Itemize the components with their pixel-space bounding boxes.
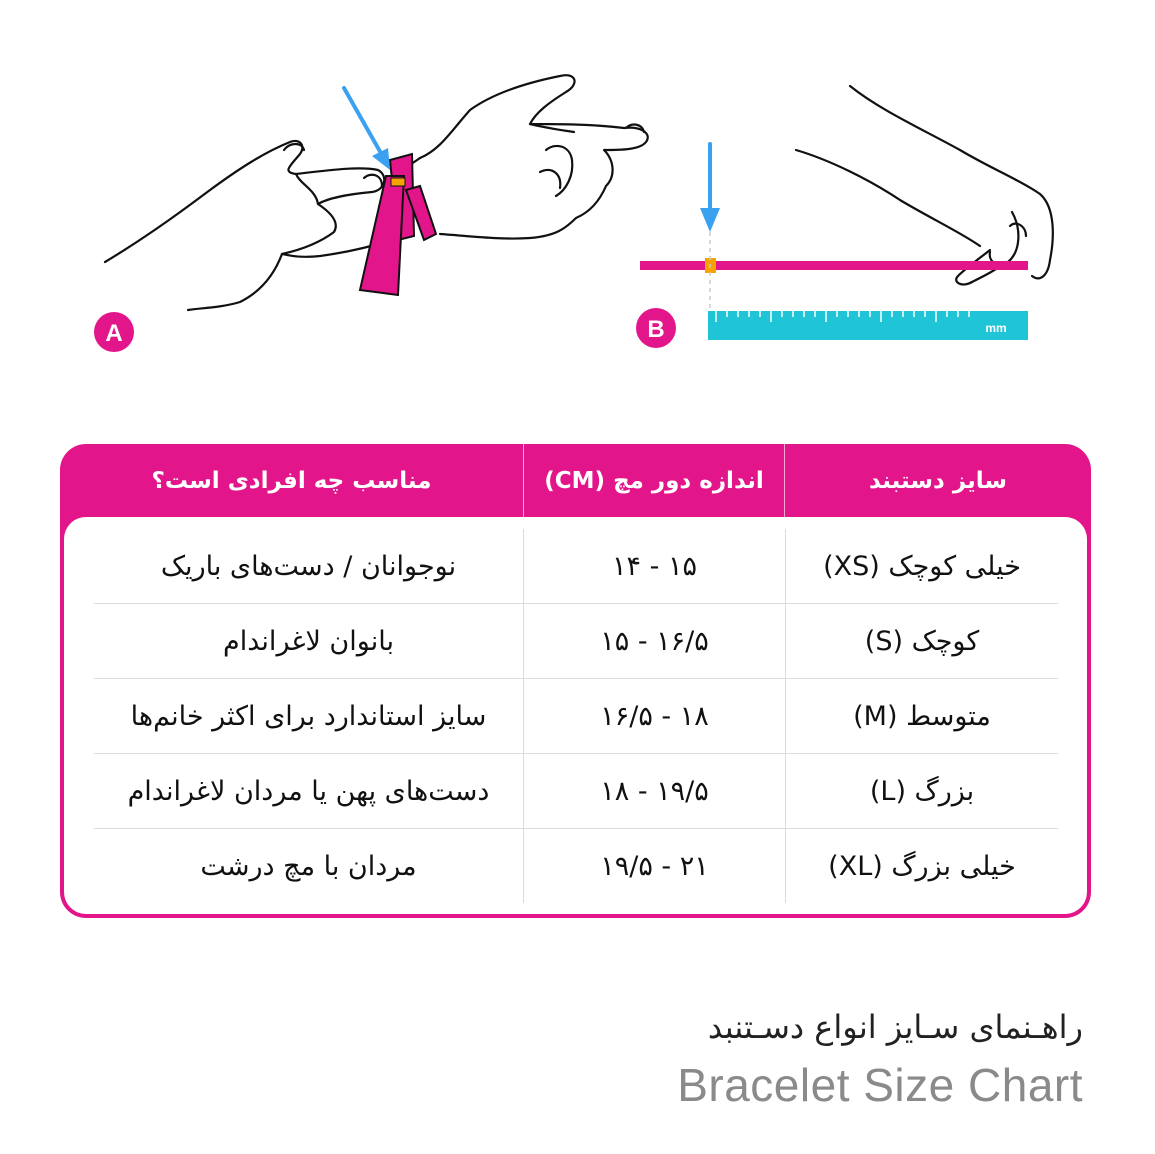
cell-size: متوسط (M) [853, 700, 991, 732]
table-row [94, 679, 1058, 754]
cell-suited: دست‌های پهن یا مردان لاغراندام [127, 775, 490, 807]
cell-wrist: ۲۱ - ۱۹/۵ [523, 829, 786, 903]
badge-b [636, 308, 676, 348]
cell-wrist: ۱۵ - ۱۴ [523, 529, 786, 603]
ruler-unit: mm [985, 321, 1007, 335]
cell-size: خیلی کوچک (XS) [823, 550, 1021, 582]
left-nail-2 [364, 175, 382, 186]
cell-suited: بانوان لاغراندام [223, 625, 394, 657]
left-hand-outline [105, 141, 384, 310]
header-wrist: اندازه دور مچ (CM) [523, 444, 785, 517]
footer-title-en: Bracelet Size Chart [677, 1059, 1083, 1111]
table-row [94, 829, 1058, 903]
measurement-illustration [0, 0, 1155, 420]
hand-b-lower [796, 150, 980, 246]
right-finger-2 [540, 170, 560, 188]
hand-b-finger-1 [990, 212, 1019, 264]
cell-size: کوچک (S) [864, 625, 980, 657]
cell-size: خیلی بزرگ (XL) [828, 850, 1016, 882]
table-row [94, 754, 1058, 829]
table-row [94, 529, 1058, 604]
table-row [94, 604, 1058, 679]
left-nail-1 [284, 144, 304, 150]
cell-size: بزرگ (L) [869, 775, 975, 807]
hand-b-outline [850, 86, 1053, 278]
left-hand-finger [296, 174, 318, 204]
footer-title-fa: راهـنمای سـایز انواع دسـتنبد [707, 1008, 1083, 1046]
arrow-a-icon [344, 88, 390, 170]
svg-text:A: A [105, 320, 123, 347]
cell-suited: مردان با مچ درشت [200, 850, 417, 882]
arrow-b-icon [700, 144, 720, 232]
table-header [60, 444, 1091, 517]
cell-suited: نوجوانان / دست‌های باریک [160, 550, 457, 582]
right-hand-outline [420, 75, 648, 238]
cell-wrist: ۱۶/۵ - ۱۵ [523, 604, 786, 678]
svg-text:B: B [647, 316, 665, 343]
header-size: سایز دستبند [868, 467, 1008, 494]
table-body [64, 517, 1087, 914]
cell-suited: سایز استاندارد برای اکثر خانم‌ها [130, 700, 487, 732]
ruler [708, 311, 1028, 340]
cell-wrist: ۱۹/۵ - ۱۸ [523, 754, 786, 828]
illustration-b [796, 86, 1053, 284]
cell-wrist: ۱۸ - ۱۶/۵ [523, 679, 786, 753]
badge-a [94, 312, 134, 352]
size-table [60, 444, 1091, 918]
header-suited: مناسب چه افرادی است؟ [151, 467, 432, 494]
band-b [640, 261, 1028, 270]
